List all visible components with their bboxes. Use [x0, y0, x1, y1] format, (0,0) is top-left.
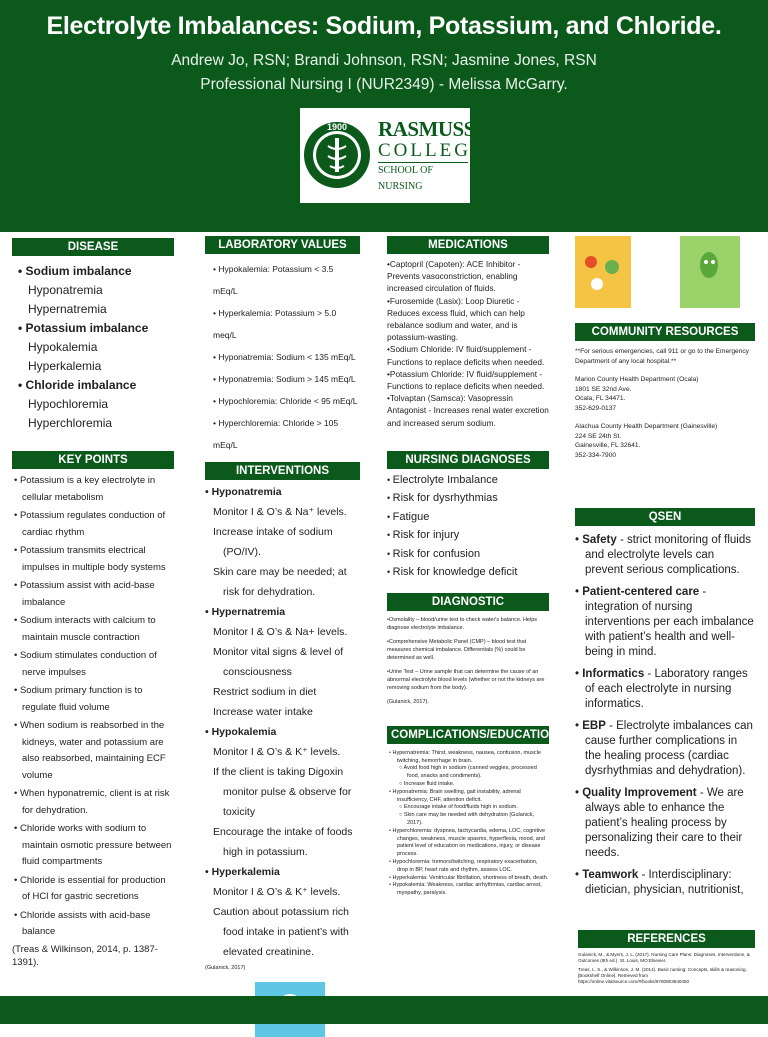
intervention-heading: • Hypernatremia	[205, 602, 360, 622]
key-points-citation: (Treas & Wilkinson, 2014, p. 1387-1391).	[12, 943, 158, 968]
community-line: 352-629-0137	[575, 404, 617, 412]
intervention-item: Skin care may be needed; at risk for dehydration.	[213, 566, 347, 598]
reference-item: Treas, L. S., & Wilkinson, J. M. (2014). Basic nursing: Concepts, skills & reasoning. [Bookshelf Online]. Retrieved from https://online.vitalsource.com/#/books/9780803640450	[578, 967, 747, 984]
intervention-item: Monitor I & O’s & Na+ levels.	[213, 626, 348, 638]
medication-item: •Captopril (Capoten): ACE Inhibitor - Prevents vasoconstriction, enabling increased circulation of fluids.	[387, 259, 521, 294]
intervention-item: Increase intake of sodium (PO/IV).	[213, 526, 333, 558]
intervention-item: Restrict sodium in diet	[213, 686, 317, 698]
interventions-heading: INTERVENTIONS	[205, 462, 360, 480]
qsen-heading: QSEN	[575, 508, 755, 526]
community-heading: COMMUNITY RESOURCES	[575, 323, 755, 341]
disease-item: • Potassium imbalance	[18, 319, 174, 338]
intervention-item: Encourage the intake of foods high in potassium.	[213, 826, 353, 858]
medication-item: •Potassium Chloride: IV fluid/supplement - Functions to replace deficits when needed.	[387, 368, 545, 392]
logo-name: RASMUSSEN	[378, 117, 504, 141]
lab-value: • Hyponatremia: Sodium > 145 mEq/L	[205, 368, 360, 390]
qsen-desc: - integration of nursing interventions per each imbalance with patient’s health and well-being in mind.	[585, 586, 754, 658]
key-point: • Potassium is a key electrolyte in cellular metabolism	[12, 473, 174, 506]
nursing-diagnosis: • Risk for injury	[387, 526, 549, 545]
diagnostic-item: •Urine Test – Urine sample that can determine the cause of an abnormal electrolyte blood levels (whether or not the kidneys are removing sodium from the body).	[387, 668, 545, 691]
intervention-item: Increase water intake	[213, 706, 313, 718]
qsen-term: Patient-centered care	[582, 586, 700, 598]
diagnostic-heading: DIAGNOSTIC	[387, 593, 549, 611]
intervention-item: Monitor I & O’s & K⁺ levels.	[213, 746, 341, 758]
college-logo	[300, 108, 504, 203]
community-line: Gainesville, FL 32641.	[575, 442, 641, 449]
poster-footer	[0, 996, 768, 1024]
disease-item: Hyponatremia	[28, 283, 103, 297]
qsen-list	[575, 533, 755, 915]
intervention-heading: • Hypokalemia	[205, 722, 360, 742]
complication-item: • Hyperchloremia: dyspnea, tachycardia, edema, LOC, cognitive changes, weakness, muscle spasms, hyperflexia, mood, and patient level of education on medications, injury, or disease process.	[387, 828, 549, 859]
qsen-item	[575, 786, 755, 861]
disease-item: • Chloride imbalance	[18, 376, 174, 395]
poster-title: Electrolyte Imbalances: Sodium, Potassium, and Chloride.	[46, 12, 722, 40]
complication-item: ○ Avoid food high in sodium (canned veggies, processed food, snacks and condiments).	[387, 765, 549, 781]
qsen-term: EBP	[582, 720, 606, 732]
qsen-term: Quality Improvement	[582, 787, 697, 799]
nursing-diagnoses-list	[387, 471, 549, 582]
lab-value: • Hyperkalemia: Potassium > 5.0 meq/L	[205, 302, 360, 346]
column-1	[12, 238, 174, 969]
nursing-diagnosis: • Risk for knowledge deficit	[387, 563, 549, 582]
community-line: 224 SE 24th St.	[575, 432, 622, 440]
logo-college: COLLEGE	[378, 140, 486, 161]
lab-value: • Hypochloremia: Chloride < 95 mEq/L	[205, 390, 360, 412]
column-4	[575, 236, 755, 915]
poster-header	[0, 0, 768, 232]
medication-item: •Sodium Chloride: IV fluid/supplement - Functions to replace deficits when needed.	[387, 344, 545, 367]
diagnostic-item: •Osmolality – blood/urine test to check water's balance. Helps diagnose electrolyte imbalance.	[387, 616, 538, 631]
qsen-desc: - Interdisciplinary: dietician, physician, nutritionist,	[585, 869, 744, 896]
lab-value: • Hyponatremia: Sodium < 135 mEq/L	[205, 346, 360, 368]
qsen-term: Teamwork	[582, 869, 639, 881]
disease-heading: DISEASE	[12, 238, 174, 256]
key-point: • When hyponatremic, client is at risk for dehydration.	[12, 786, 174, 819]
nursing-diagnosis: • Risk for confusion	[387, 545, 549, 564]
community-line: Alachua County Health Department (Gainesville)	[575, 423, 718, 430]
intervention-item: Monitor vital signs & level of consciousness	[213, 646, 344, 678]
infographic-images	[575, 236, 755, 311]
key-point: • Sodium primary function is to regulate fluid volume	[12, 683, 174, 716]
qsen-desc: - We are always able to enhance the patient’s healing process by personalizing their care to their needs.	[585, 787, 744, 859]
intervention-item: Monitor I & O’s & K⁺ levels.	[213, 886, 341, 898]
disease-item: • Sodium imbalance	[18, 262, 174, 281]
diagnostic-item: (Gulanick, 2017).	[387, 698, 429, 705]
complication-item: ○ Encourage intake of food/fluids high in sodium.	[387, 804, 549, 812]
key-point: • Chloride works with sodium to maintain osmotic pressure between fluid compartments	[12, 821, 174, 871]
interventions-list	[205, 482, 360, 962]
medication-item: •Tolvaptan (Samsca): Vasopressin Antagonist - Increases renal water excretion and increased serum sodium.	[387, 393, 549, 428]
complications-heading: COMPLICATIONS/EDUCATIO	[387, 726, 549, 744]
community-line	[575, 366, 755, 375]
key-point: • Sodium interacts with calcium to maintain muscle contraction	[12, 613, 174, 646]
qsen-term: Safety	[582, 534, 617, 546]
disease-list	[12, 262, 174, 433]
references-list	[578, 952, 755, 985]
disease-item: Hyperchloremia	[28, 416, 113, 430]
column-2	[205, 236, 360, 1037]
key-point: • Potassium assist with acid-base imbalance	[12, 578, 174, 611]
community-line: Marion County Health Department (Ocala)	[575, 376, 699, 383]
disease-item: Hyperkalemia	[28, 359, 102, 373]
community-line: **For serious emergencies, call 911 or go to the Emergency Department of any local hospital.**	[575, 348, 749, 365]
disease-item: Hypokalemia	[28, 340, 98, 354]
community-list	[575, 347, 755, 460]
complication-item: • Hyponatremia: Brain swelling, gait instability, adrenal insufficiency, CHF, attention deficit.	[387, 789, 549, 805]
reference-item: Gulanick, M., & Myers, J. L. (2017). Nursing Care Plans: Diagnoses, Interventions, & Outcomes (9th ed.). St. Louis, MO:Elsevier.	[578, 952, 750, 963]
diagnostic-item: •Comprehensive Metabolic Panel (CMP) – blood test that measures chemical imbalance. Differentials (%) could be determined as well.	[387, 638, 527, 661]
medication-item: •Furosemide (Lasix): Loop Diuretic - Reduces excess fluid, which can help rebalance sodium and water, and is potassium-wasting.	[387, 295, 525, 343]
lab-values-heading: LABORATORY VALUES	[205, 236, 360, 254]
qsen-item	[575, 719, 755, 779]
veggie-infographic	[680, 236, 740, 308]
qsen-item	[575, 667, 755, 712]
community-line: Ocala, FL 34471.	[575, 395, 626, 402]
column-3	[387, 236, 549, 898]
lab-value: • Hypokalemia: Potassium < 3.5 mEq/L	[205, 258, 360, 302]
references-box	[578, 930, 755, 988]
complication-item: • Hypokalemia: Weakness, cardiac arrhythmias, cardiac arrest, myopathy, paralysis.	[387, 882, 549, 898]
qsen-desc: - Electrolyte imbalances can cause further complications in the healing process (cardiac dysrhythmias and dehydration).	[585, 720, 753, 777]
nursing-diagnosis: • Electrolyte Imbalance	[387, 471, 549, 490]
complication-item: ○ Skin care may be needed with dehydration (Gulanick, 2017).	[387, 812, 549, 828]
key-point: • Potassium transmits electrical impulses in multiple body systems	[12, 543, 174, 576]
key-point: • Chloride is essential for production of HCl for gastric secretions	[12, 873, 174, 906]
interventions-citation: (Gulanick, 2017)	[205, 965, 246, 971]
key-points-heading: KEY POINTS	[12, 451, 174, 469]
key-points-list	[12, 473, 174, 941]
key-point: • Chloride assists with acid-base balance	[12, 908, 174, 941]
community-line: 352-334-7900	[575, 451, 617, 459]
complications-list	[387, 750, 549, 898]
community-line: 1801 SE 32nd Ave.	[575, 385, 632, 393]
qsen-item	[575, 868, 755, 898]
qsen-term: Informatics	[582, 668, 645, 680]
svg-text:1900: 1900	[326, 122, 348, 132]
intervention-item: If the client is taking Digoxin monitor pulse & observe for toxicity	[213, 766, 352, 818]
lab-values-list	[205, 258, 360, 456]
medications-list	[387, 258, 549, 429]
qsen-desc: - strict monitoring of fluids and electrolyte levels can prevent serious complications.	[585, 534, 751, 576]
qsen-item	[575, 533, 755, 578]
complication-item: • Hypochloremia: tremors/twitching, respiratory exacerbation, drop in BP, heart rate and rhythm, assess LOC.	[387, 859, 549, 875]
community-line	[575, 413, 755, 422]
lab-value: • Hyperchloremia: Chloride > 105 mEq/L	[205, 412, 360, 456]
logo-school: SCHOOL OF NURSING	[378, 165, 433, 192]
references-heading: REFERENCES	[578, 930, 755, 948]
authors: Andrew Jo, RSN; Brandi Johnson, RSN; Jasmine Jones, RSN	[171, 52, 597, 69]
nursing-diagnosis: • Fatigue	[387, 508, 549, 527]
complication-item: • Hyperkalemia: Ventricular fibrillation, shortness of breath, death.	[387, 875, 549, 883]
qsen-desc: - Laboratory ranges of each electrolyte in nursing informatics.	[585, 668, 748, 710]
intervention-heading: • Hyperkalemia	[205, 862, 360, 882]
key-point: • Potassium regulates conduction of cardiac rhythm	[12, 508, 174, 541]
intervention-heading: • Hyponatremia	[205, 482, 360, 502]
complication-item: ○ Increase fluid intake.	[387, 781, 549, 789]
qsen-item	[575, 585, 755, 660]
intervention-item: Monitor I & O’s & Na⁺ levels.	[213, 506, 347, 518]
complication-item: • Hypernatremia: Thirst, weakness, nausea, confusion, muscle twitching, hemorrhage in brain.	[387, 750, 549, 766]
intervention-item: Caution about potassium rich food intake in patient’s with elevated creatinine.	[213, 906, 349, 958]
fruit-infographic	[575, 236, 631, 308]
disease-item: Hypochloremia	[28, 397, 109, 411]
medications-heading: MEDICATIONS	[387, 236, 549, 254]
course-line: Professional Nursing I (NUR2349) - Melissa McGarry.	[200, 76, 568, 93]
key-point: • When sodium is reabsorbed in the kidneys, water and potassium are also reabsorbed, maintaining ECF volume	[12, 718, 174, 784]
nursing-diagnosis: • Risk for dysrhythmias	[387, 489, 549, 508]
key-point: • Sodium stimulates conduction of nerve impulses	[12, 648, 174, 681]
diagnostic-list	[387, 616, 549, 706]
disease-item: Hypernatremia	[28, 302, 107, 316]
nursing-diagnoses-heading: NURSING DIAGNOSES	[387, 451, 549, 469]
